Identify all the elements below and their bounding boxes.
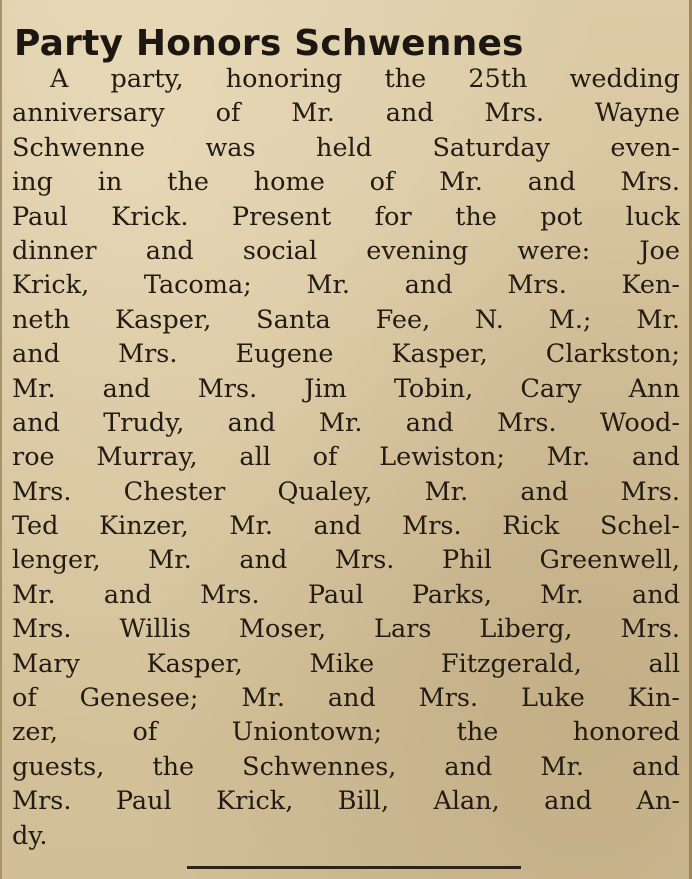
- article-line: and Mrs. Eugene Kasper, Clarkston;: [12, 339, 680, 370]
- article-line: guests, the Schwennes, and Mr. and: [12, 751, 680, 782]
- article-line: Mrs. Chester Qualey, Mr. and Mrs.: [12, 476, 680, 507]
- article-line: dy.: [12, 820, 48, 851]
- article-line: Mrs. Willis Moser, Lars Liberg, Mrs.: [12, 614, 680, 645]
- article-line: roe Murray, all of Lewiston; Mr. and: [12, 442, 680, 473]
- article-line: neth Kasper, Santa Fee, N. M.; Mr.: [12, 304, 680, 335]
- article-line: and Trudy, and Mr. and Mrs. Wood-: [12, 407, 680, 438]
- article-line: Mary Kasper, Mike Fitzgerald, all: [12, 648, 680, 679]
- article-line: ing in the home of Mr. and Mrs.: [12, 167, 680, 198]
- article-line: zer, of Uniontown; the honored: [12, 717, 680, 748]
- article-line: anniversary of Mr. and Mrs. Wayne: [12, 98, 680, 129]
- article-line: dinner and social evening were: Joe: [12, 235, 680, 266]
- headline: Party Honors Schwennes: [14, 23, 524, 64]
- article-line: Ted Kinzer, Mr. and Mrs. Rick Schel-: [12, 511, 680, 542]
- end-rule: [187, 866, 521, 869]
- article-line: Mrs. Paul Krick, Bill, Alan, and An-: [12, 786, 680, 817]
- article-line: Paul Krick. Present for the pot luck: [12, 201, 680, 232]
- article-line: lenger, Mr. and Mrs. Phil Greenwell,: [12, 545, 680, 576]
- article-line: Mr. and Mrs. Jim Tobin, Cary Ann: [12, 373, 680, 404]
- article-body: [12, 62, 680, 853]
- article-line: Mr. and Mrs. Paul Parks, Mr. and: [12, 579, 680, 610]
- article-line: A party, honoring the 25th wedding: [50, 64, 680, 94]
- article-line: of Genesee; Mr. and Mrs. Luke Kin-: [12, 683, 680, 714]
- article-line: Krick, Tacoma; Mr. and Mrs. Ken-: [12, 270, 680, 301]
- article-line: Schwenne was held Saturday even-: [12, 132, 680, 163]
